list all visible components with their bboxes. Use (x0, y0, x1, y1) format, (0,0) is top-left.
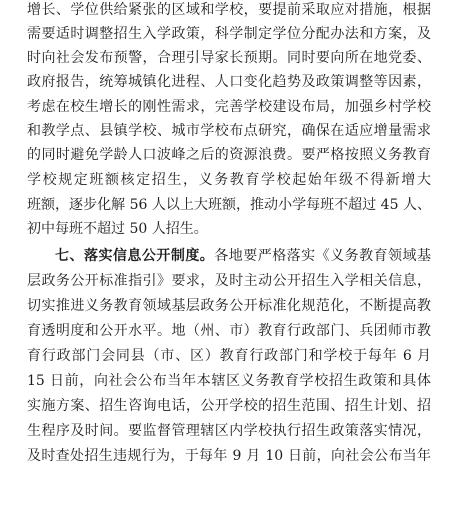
paragraph-2-line-6: 15 日前，向社会公布当年本辖区义务教育学校招生政策和具体 (27, 373, 431, 389)
paragraph-1-line-5: 考虑在校生增长的刚性需求，完善学校建设布局，加强乡村学校 (27, 99, 431, 115)
paragraph-1-line-6: 和教学点、县镇学校、城市学校布点研究，确保在适应增量需求 (27, 123, 431, 139)
paragraph-1-line-2: 需要适时调整招生入学政策，科学制定学位分配办法和方案，及 (27, 26, 431, 42)
paragraph-1-line-7: 的同时避免学龄人口波峰之后的资源浪费。要严格按照义务教育 (27, 147, 431, 163)
paragraph-2-line-5: 育行政部门会同县（市、区）教育行政部门和学校于每年 6 月 (27, 348, 431, 364)
paragraph-1-line-9: 班额，逐步化解 56 人以上大班额，推动小学每班不超过 45 人、 (27, 197, 431, 213)
paragraph-1-line-1: 增长、学位供给紧张的区域和学校，要提前采取应对措施，根据 (27, 2, 431, 18)
paragraph-2-line-7: 实施方案、招生咨询电话，公开学校的招生范围、招生计划、招 (27, 398, 431, 414)
paragraph-1-line-8: 学校规定班额核定招生，义务教育学校起始年级不得新增大 (27, 172, 431, 188)
paragraph-1-line-4: 政府报告，统筹城镇化进程、人口变化趋势及政策调整等因素， (27, 74, 431, 90)
paragraph-2-line-3: 切实推进义务教育领域基层政务公开标准化规范化，不断提高教 (27, 298, 431, 314)
paragraph-1-line-3: 时向社会发布预警，合理引导家长预期。同时要向所在地党委、 (27, 50, 431, 66)
section-heading: 七、落实信息公开制度。 (55, 248, 215, 264)
paragraph-2-line-1-text: 各地要严格落实《义务教育领域基 (214, 248, 431, 264)
paragraph-1-line-10: 初中每班不超过 50 人招生。 (27, 221, 208, 237)
paragraph-2-line-2: 层政务公开标准指引》要求，及时主动公开招生入学相关信息， (27, 273, 431, 289)
paragraph-2-line-9: 及时查处招生违规行为，于每年 9 月 10 日前，向社会公布当年 (27, 448, 431, 464)
paragraph-2-line-4: 育透明度和公开水平。地（州、市）教育行政部门、兵团师市教 (27, 323, 431, 339)
paragraph-2-line-8: 生程序及时间。要监督管理辖区内学校执行招生政策落实情况， (27, 423, 431, 439)
paragraph-2-line-1 (55, 246, 431, 266)
